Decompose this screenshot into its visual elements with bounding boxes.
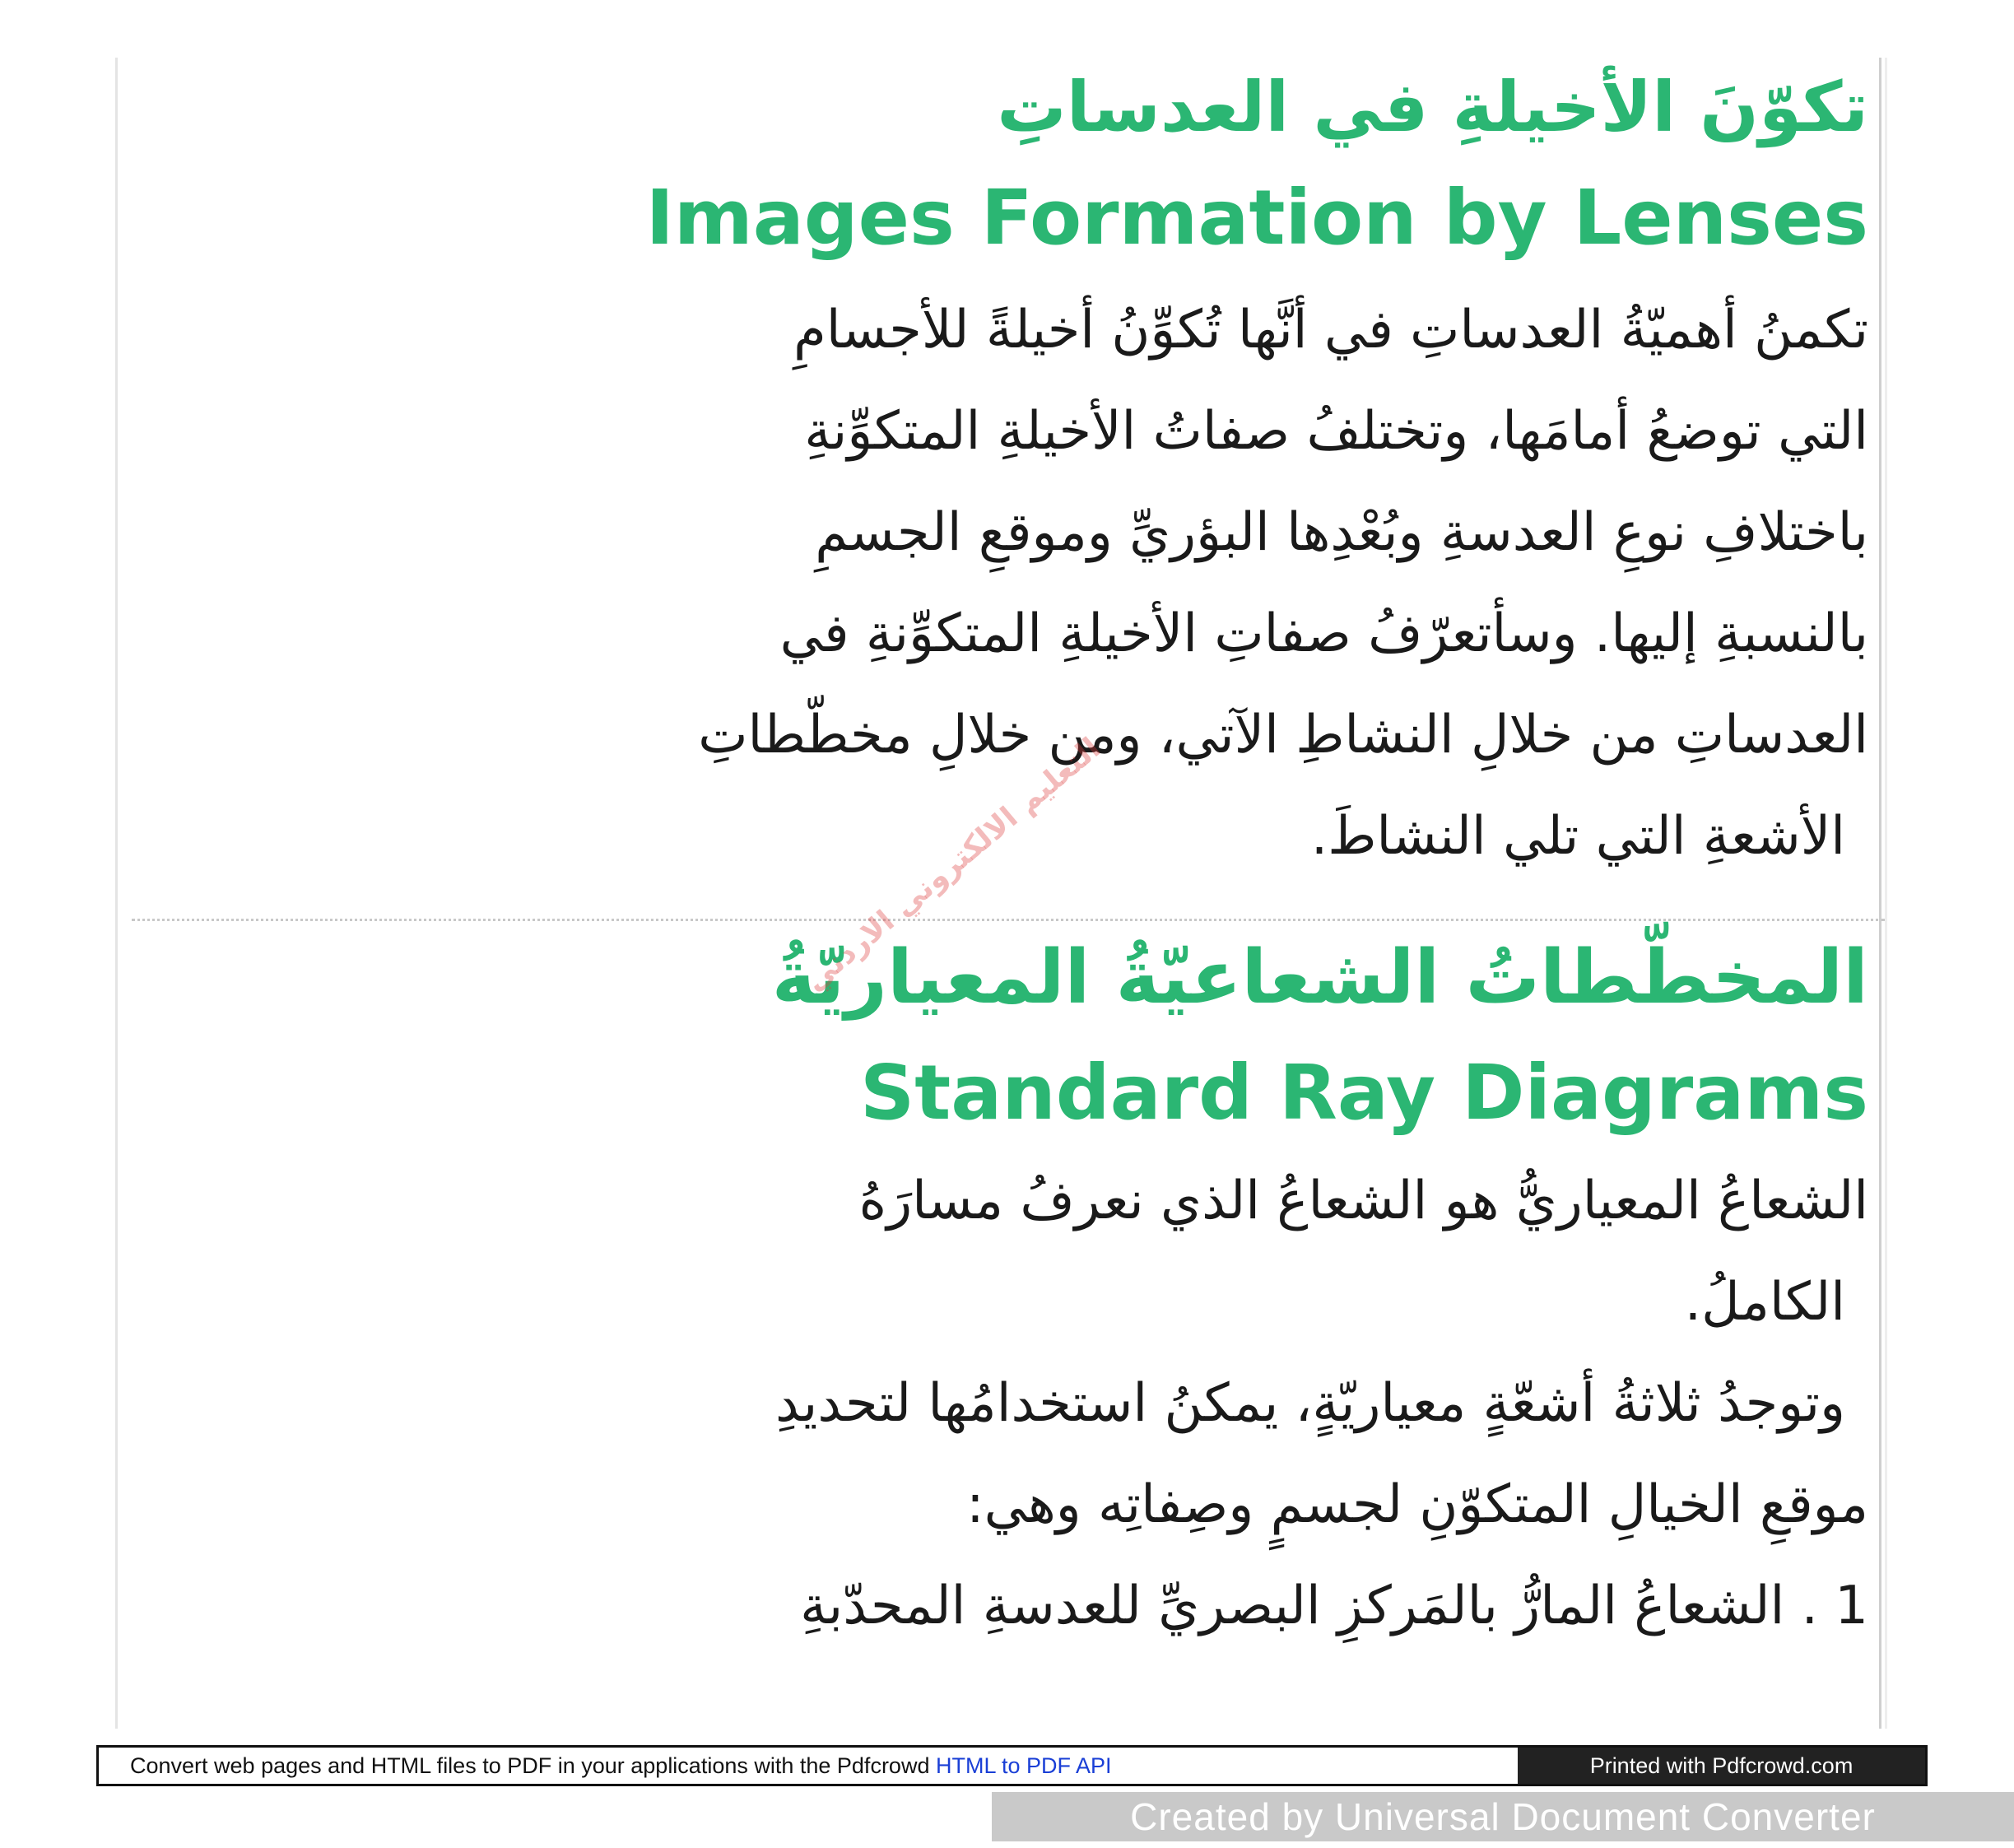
section-title-arabic: تكوّنَ الأخيلةِ في العدساتِ	[997, 67, 1868, 147]
document-page	[115, 58, 1885, 1729]
section-title-arabic: المخطّطاتُ الشعاعيّةُ المعياريّةُ	[771, 934, 1868, 1021]
footer-promo-text	[99, 1748, 1518, 1784]
watermark-stamp: التعليم الالكتروني الاردني	[798, 731, 1107, 998]
page-right-border-shadow	[1885, 58, 1887, 1729]
converter-banner: Created by Universal Document Converter	[992, 1792, 2014, 1841]
footer-promo-label: Convert web pages and HTML files to PDF in your applications with the Pdfcrowd	[130, 1753, 936, 1778]
paragraph-line: التي توضعُ أمامَها، وتختلفُ صفاتُ الأخيلةِ المتكوِّنةِ	[804, 401, 1868, 462]
paragraph-line: بالنسبةِ إليها. وسأتعرّفُ صفاتِ الأخيلةِ المتكوِّنةِ في	[779, 603, 1868, 664]
list-item-line: 1 . الشعاعُ المارُّ بالمَركزِ البصريِّ للعدسةِ المحدّبةِ	[800, 1576, 1868, 1636]
printed-with-label: Printed with Pdfcrowd.com	[1518, 1748, 1925, 1784]
section-images-formation	[115, 58, 1868, 887]
section-title-english: Images Formation by Lenses	[645, 174, 1868, 262]
section-divider	[132, 919, 1885, 921]
section-title-english: Standard Ray Diagrams	[859, 1049, 1868, 1137]
paragraph-line: الكاملُ.	[1684, 1272, 1845, 1333]
paragraph-line: وتوجدُ ثلاثةُ أشعّةٍ معياريّةٍ، يمكنُ استخدامُها لتحديدِ	[774, 1373, 1845, 1434]
paragraph-line: الأشعةِ التي تلي النشاطَ.	[1310, 806, 1845, 867]
section-standard-ray-diagrams	[115, 920, 1868, 1657]
paragraph-line: العدساتِ من خلالِ النشاطِ الآتي، ومن خلالِ مخطّطاتِ	[698, 705, 1868, 766]
paragraph-line: الشعاعُ المعياريُّ هو الشعاعُ الذي نعرفُ مسارَهُ	[858, 1171, 1868, 1231]
document-content	[115, 58, 1868, 1657]
paragraph-line: موقعِ الخيالِ المتكوّنِ لجسمٍ وصِفاتِه وهي:	[966, 1474, 1868, 1535]
paragraph-line: باختلافِ نوعِ العدسةِ وبُعْدِها البؤريِّ وموقعِ الجسمِ	[815, 502, 1868, 563]
pdfcrowd-footer	[96, 1745, 1928, 1786]
paragraph-line: تكمنُ أهميّةُ العدساتِ في أنَّها تُكوِّنُ أخيلةً للأجسامِ	[793, 300, 1868, 361]
html-to-pdf-api-link[interactable]: HTML to PDF API	[935, 1753, 1112, 1778]
